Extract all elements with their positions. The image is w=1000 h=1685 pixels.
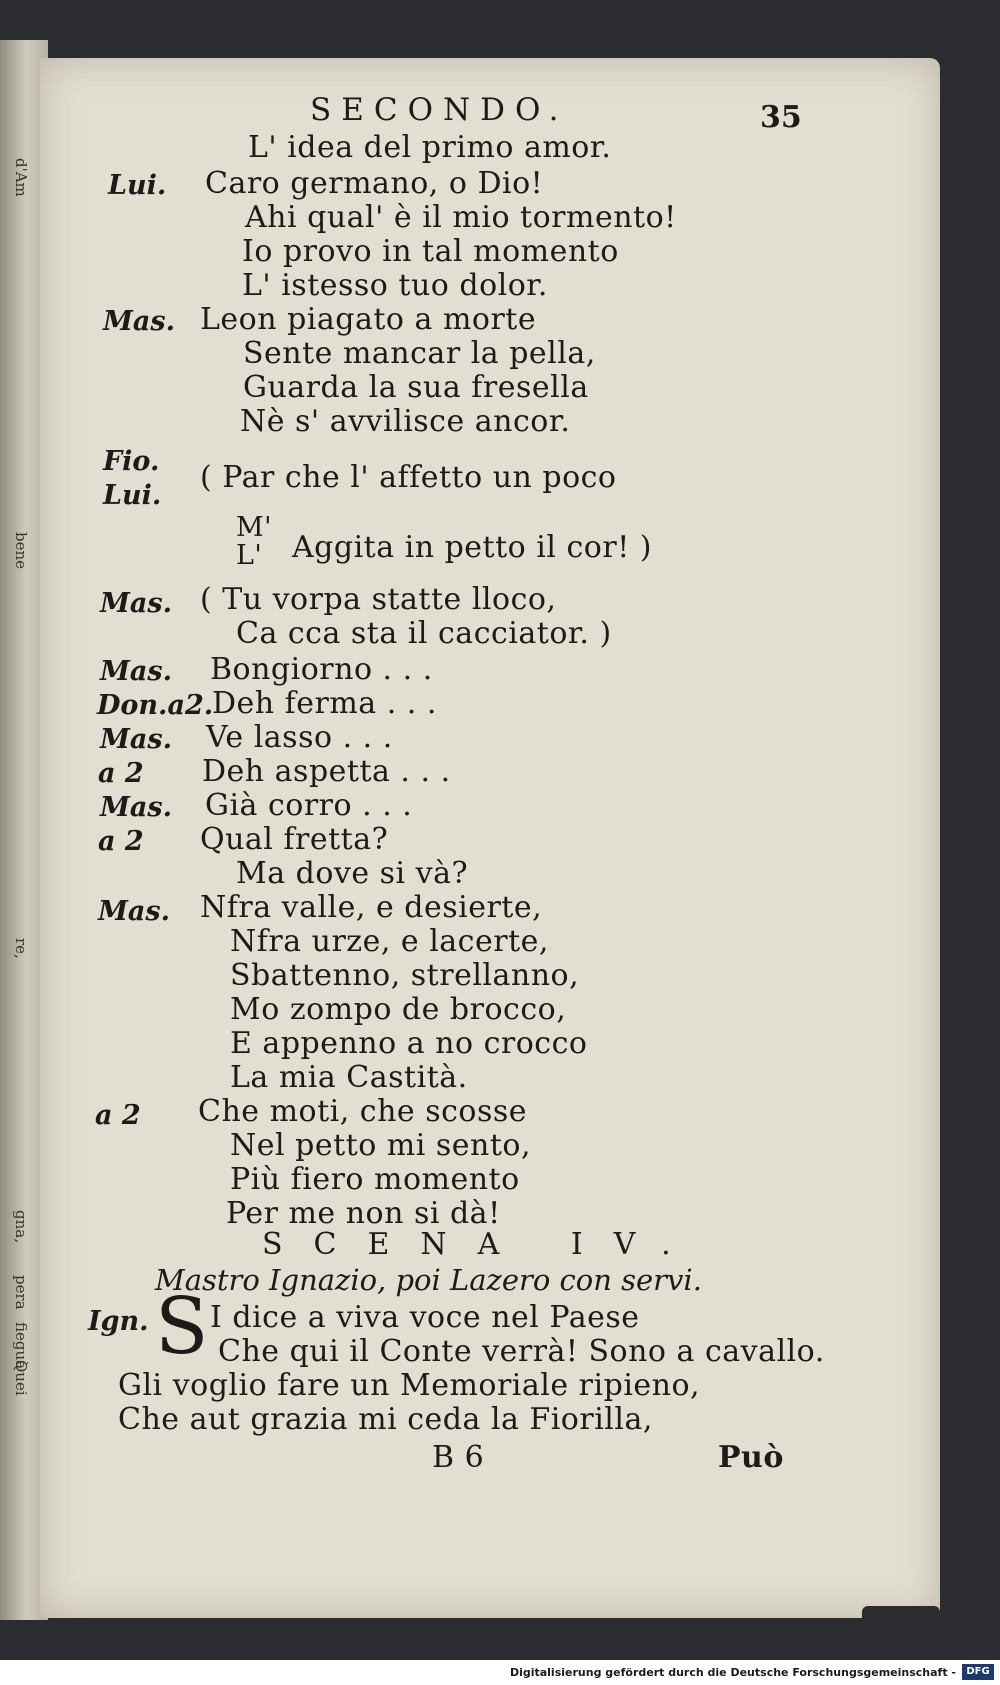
margin-fragment: d'Am bbox=[12, 158, 30, 197]
verse-line: Ca cca sta il cacciator. ) bbox=[236, 616, 612, 651]
margin-fragment: bene bbox=[12, 532, 30, 570]
verse-line: Che qui il Conte verrà! Sono a cavallo. bbox=[218, 1334, 825, 1369]
verse-line: I dice a viva voce nel Paese bbox=[210, 1300, 640, 1335]
margin-fragment: Quei bbox=[12, 1360, 30, 1396]
verse-line: ( Par che l' affetto un poco bbox=[200, 460, 617, 495]
footer-credit: Digitalisierung gefördert durch die Deutsche Forschungsgemeinschaft - bbox=[509, 1666, 956, 1679]
page-number: 35 bbox=[760, 100, 802, 135]
margin-fragment: pera bbox=[12, 1275, 30, 1310]
footer-bar bbox=[0, 1660, 1000, 1685]
verse-line: Aggita in petto il cor! ) bbox=[292, 530, 652, 565]
speaker-label: Lui. bbox=[108, 170, 167, 201]
verse-line: Che aut grazia mi ceda la Fiorilla, bbox=[118, 1402, 653, 1437]
catchword: Può bbox=[718, 1440, 784, 1475]
speaker-label: Lui. bbox=[103, 480, 162, 511]
running-header: SECONDO. bbox=[310, 92, 569, 128]
speaker-label: Ign. bbox=[88, 1306, 149, 1337]
signature-mark: B 6 bbox=[432, 1440, 485, 1475]
verse-line: Bongiorno . . . bbox=[210, 652, 433, 687]
verse-line: Sente mancar la pella, bbox=[243, 336, 596, 371]
scene-heading: SCENA IV. bbox=[262, 1227, 702, 1262]
verse-line: L' idea del primo amor. bbox=[248, 130, 612, 165]
verse-line: Io provo in tal momento bbox=[242, 234, 619, 269]
verse-line: Già corro . . . bbox=[205, 788, 413, 823]
verse-line: Qual fretta? bbox=[200, 822, 389, 857]
speaker-label: a 2 bbox=[95, 1100, 141, 1131]
verse-line: Mo zompo de brocco, bbox=[230, 992, 567, 1027]
speaker-label: Fio. bbox=[103, 446, 160, 477]
verse-line: Ma dove si và? bbox=[236, 856, 469, 891]
page-edge-damage bbox=[862, 1606, 940, 1620]
verse-line: Nel petto mi sento, bbox=[230, 1128, 532, 1163]
verse-line: Ahi qual' è il mio tormento! bbox=[245, 200, 677, 235]
verse-line: La mia Castità. bbox=[230, 1060, 468, 1095]
verse-line: M' bbox=[236, 512, 273, 543]
verse-line: L' bbox=[236, 540, 263, 571]
verse-line: Nè s' avvilisce ancor. bbox=[240, 404, 571, 439]
drop-cap: S bbox=[155, 1282, 209, 1372]
verse-line: Gli voglio fare un Memoriale ripieno, bbox=[118, 1368, 701, 1403]
verse-line: L' istesso tuo dolor. bbox=[242, 268, 548, 303]
speaker-label: Mas. bbox=[98, 896, 170, 927]
verse-line: ( Tu vorpa statte lloco, bbox=[200, 582, 557, 617]
speaker-label: Mas. bbox=[103, 306, 175, 337]
verse-line: Più fiero momento bbox=[230, 1162, 520, 1197]
verse-line: Ve lasso . . . bbox=[206, 720, 393, 755]
verse-line: Deh ferma . . . bbox=[212, 686, 437, 721]
margin-fragment: gna, bbox=[12, 1210, 30, 1243]
verse-line: E appenno a no crocco bbox=[230, 1026, 588, 1061]
stage-direction: Mastro Ignazio, poi Lazero con servi. bbox=[155, 1263, 702, 1297]
verse-line: Deh aspetta . . . bbox=[202, 754, 451, 789]
margin-fragment: fieguà bbox=[12, 1322, 30, 1370]
speaker-label: Mas. bbox=[100, 724, 172, 755]
verse-line: Nfra valle, e desierte, bbox=[200, 890, 543, 925]
speaker-label: a 2 bbox=[98, 826, 144, 857]
dfg-logo-icon: DFG bbox=[962, 1664, 994, 1680]
verse-line: Caro germano, o Dio! bbox=[205, 166, 544, 201]
speaker-label: Don.a2. bbox=[97, 690, 214, 721]
margin-fragment: re, bbox=[12, 938, 30, 959]
verse-line: Per me non si dà! bbox=[226, 1196, 501, 1231]
speaker-label: a 2 bbox=[98, 758, 144, 789]
speaker-label: Mas. bbox=[100, 656, 172, 687]
speaker-label: Mas. bbox=[100, 588, 172, 619]
verse-line: Leon piagato a morte bbox=[200, 302, 537, 337]
speaker-label: Mas. bbox=[100, 792, 172, 823]
verse-line: Guarda la sua fresella bbox=[243, 370, 589, 405]
verse-line: Che moti, che scosse bbox=[198, 1094, 528, 1129]
verse-line: Sbattenno, strellanno, bbox=[230, 958, 580, 993]
verse-line: Nfra urze, e lacerte, bbox=[230, 924, 549, 959]
